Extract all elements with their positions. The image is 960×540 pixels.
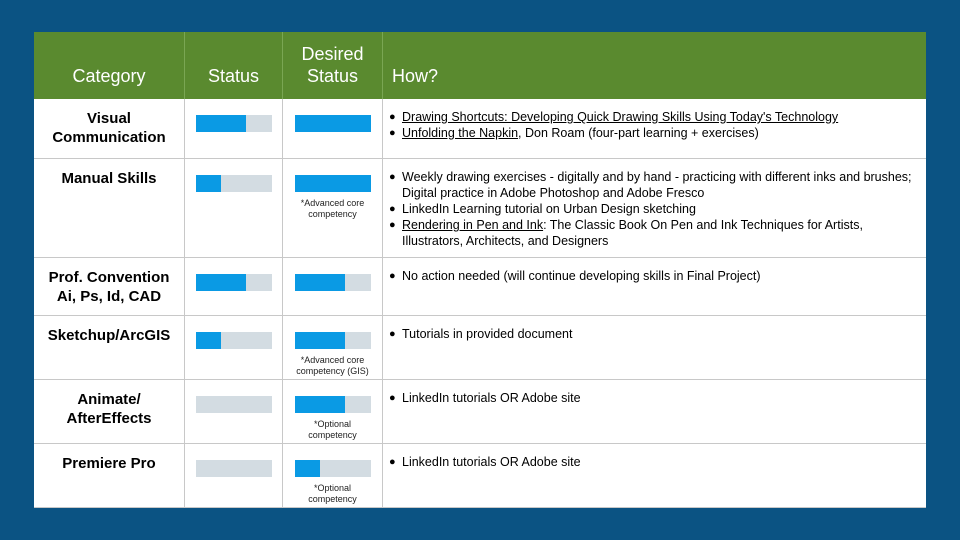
row-category: Animate/ AfterEffects [34,380,185,444]
row-category: Prof. Convention Ai, Ps, Id, CAD [34,258,185,316]
competency-note: *Optional competency [308,419,357,440]
row-category: Visual Communication [34,99,185,159]
how-list-item [389,109,918,125]
desired-status-bar [295,175,371,192]
competency-note: *Advanced core competency [300,198,365,219]
how-text: No action needed (will continue developing skills in Final Project) [402,269,761,283]
desired-status-bar [295,460,371,477]
status-bar-fill [196,115,247,132]
desired-status-bar-fill [295,460,321,477]
bullet-icon: ● [389,328,396,340]
how-text: , Don Roam (four-part learning + exercises) [518,126,759,140]
status-cell [185,99,283,159]
status-bar [196,274,272,291]
desired-status-bar-fill [295,332,346,349]
status-bar-fill [196,274,247,291]
bullet-icon: ● [389,456,396,468]
how-list-item [389,125,918,141]
status-bar [196,115,272,132]
desired-status-bar [295,396,371,413]
resource-link[interactable]: Unfolding the Napkin [402,126,519,140]
row-category: Premiere Pro [34,444,185,508]
how-list-item [389,201,918,217]
desired-status-bar [295,274,371,291]
status-bar [196,460,272,477]
how-list-item [389,326,918,342]
desired-status-bar-fill [295,115,371,132]
desired-status-bar-fill [295,175,371,192]
how-list [389,326,918,342]
how-list-item [389,268,918,284]
skills-table [34,32,926,508]
bullet-icon: ● [389,270,396,282]
bullet-icon: ● [389,111,396,123]
status-cell [185,316,283,380]
desired-status-bar [295,115,371,132]
status-bar-fill [196,175,222,192]
bullet-icon: ● [389,219,396,231]
desired-status-cell [283,99,383,159]
how-text: LinkedIn Learning tutorial on Urban Design sketching [402,202,696,216]
desired-status-cell [283,316,383,380]
how-list-item [389,217,918,249]
how-list-item [389,169,918,201]
competency-note: *Optional competency [308,483,357,504]
header-status: Status [185,32,283,99]
how-cell [383,444,926,508]
how-text: Weekly drawing exercises - digitally and by hand - practicing with different inks and brushes; Digital practice in Adobe Photoshop and Adobe Fresco [402,170,912,200]
bullet-icon: ● [389,127,396,139]
desired-status-bar [295,332,371,349]
status-bar-fill [196,332,222,349]
status-cell [185,444,283,508]
desired-status-cell [283,159,383,258]
status-cell [185,159,283,258]
header-desired-status: Desired Status [283,32,383,99]
how-text: LinkedIn tutorials OR Adobe site [402,391,581,405]
how-list-item [389,390,918,406]
how-list [389,268,918,284]
bullet-icon: ● [389,171,396,183]
header-how: How? [383,32,926,99]
bullet-icon: ● [389,203,396,215]
desired-status-cell [283,258,383,316]
how-list [389,169,918,249]
desired-status-bar-fill [295,274,346,291]
row-category: Sketchup/ArcGIS [34,316,185,380]
how-text: : The Classic Book On Pen and Ink Techniques for Artists, Illustrators, Architects, and Designers [402,218,863,248]
how-text: LinkedIn tutorials OR Adobe site [402,455,581,469]
row-category: Manual Skills [34,159,185,258]
desired-status-cell [283,380,383,444]
how-list-item [389,454,918,470]
how-list [389,454,918,470]
bullet-icon: ● [389,392,396,404]
status-cell [185,380,283,444]
status-bar [196,396,272,413]
how-list [389,390,918,406]
how-list [389,109,918,141]
status-bar [196,332,272,349]
how-text: Tutorials in provided document [402,327,573,341]
how-cell [383,159,926,258]
desired-status-cell [283,444,383,508]
resource-link[interactable]: Rendering in Pen and Ink [402,218,544,232]
header-category: Category [34,32,185,99]
resource-link[interactable]: Drawing Shortcuts: Developing Quick Drawing Skills Using Today's Technology [402,110,839,124]
how-cell [383,258,926,316]
how-cell [383,316,926,380]
how-cell [383,99,926,159]
competency-note: *Advanced core competency (GIS) [296,355,369,376]
desired-status-bar-fill [295,396,346,413]
status-bar [196,175,272,192]
how-cell [383,380,926,444]
status-cell [185,258,283,316]
